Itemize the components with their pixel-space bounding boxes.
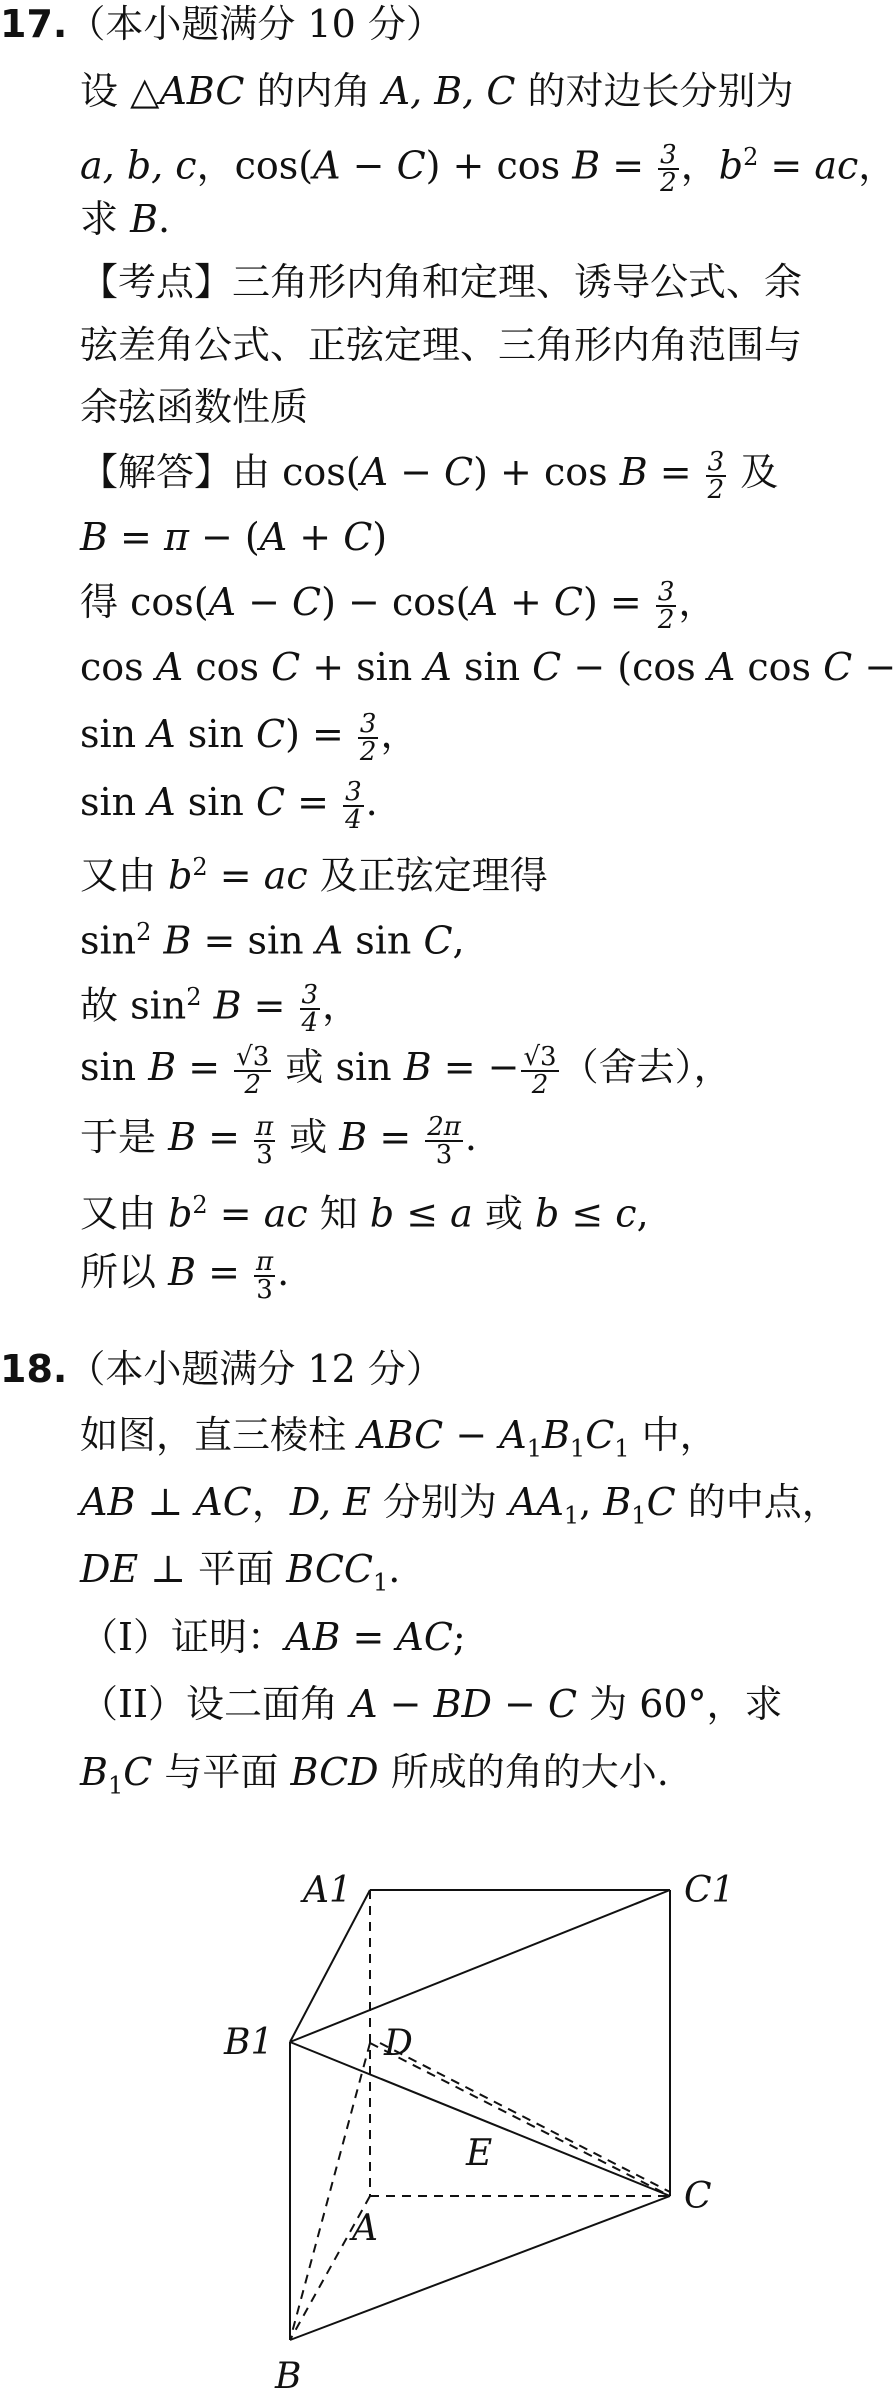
label-E: E (466, 2133, 493, 2174)
problem-17-line-1: 设 △ABC 的内角 A, B, C 的对边长分别为 (80, 69, 794, 113)
problem-17-line-11: sin A sin C) = $\frac{3}{2}$ ， (80, 708, 419, 767)
problem-18-line-5: （II）设二面角 A − BD − C 为 60°，求 (80, 1682, 783, 1726)
problem-17-line-17: 于是 B = $\frac{\pi}{3}$ 或 B = $\frac{2\pi}{3}$ . (80, 1111, 477, 1170)
edge-BC (290, 2196, 670, 2340)
hidden-segment-DB (290, 2043, 370, 2340)
problem-17-line-9: 得 cos(A − C) − cos(A + C) = $\frac{3}{2}$ ， (80, 576, 717, 635)
label-A1: A1 (303, 1870, 352, 1911)
label-C: C (684, 2176, 712, 2217)
problem-number: 18. (0, 1347, 68, 1391)
problem-17-line-10: cos A cos C + sin A sin C − (cos A cos C − (80, 645, 896, 689)
label-D: D (384, 2023, 413, 2064)
problem-17-line-15: 故 $\sin^2 B$ = $\frac{3}{4}$ ， (80, 980, 361, 1039)
problem-17-line-16: sin B = $\frac{√3}{2}$ 或 sin B = − $\frac{√3}{2}$ （舍去）， (80, 1041, 732, 1100)
problem-score-note: （本小题满分 12 分） (67, 1347, 444, 1391)
problem-score-note: （本小题满分 10 分） (67, 2, 444, 46)
problem-17-line-12: sin A sin C = $\frac{3}{4}$ . (80, 776, 378, 835)
problem-17-line-19: 所以 B = $\frac{\pi}{3}$ . (80, 1246, 290, 1305)
label-A: A (352, 2208, 378, 2249)
problem-17-line-13: 又由 $b^2$ = ac 及正弦定理得 (80, 853, 548, 898)
problem-17-line-18: 又由 $b^2$ = ac 知 b ≤ a 或 b ≤ c, (80, 1191, 649, 1236)
problem-17-line-7: 【解答】由 cos(A − C) + cos B = $\frac{3}{2}$ 及 (80, 446, 779, 505)
label-B1: B1 (224, 2022, 274, 2063)
problem-17-line-8: B = π − (A + C) (80, 515, 388, 559)
problem-18-line-3: DE ⊥ 平面 $BCC_1$. (80, 1547, 401, 1597)
problem-17-line-2: a, b, c，cos(A − C) + cos B = $\frac{3}{2}$ ，$b^2$ = ac， (80, 140, 896, 199)
problem-18-line-6: $B_1C$ 与平面 BCD 所成的角的大小. (80, 1750, 669, 1800)
hidden-segment-DE (380, 2043, 670, 2192)
problem-17-line-3: 求 B. (80, 197, 171, 241)
problem-17-line-4: 【考点】三角形内角和定理、诱导公式、余 (80, 260, 803, 304)
problem-17-line-14: $\sin^2 B = \sin A$ sin C, (80, 918, 465, 963)
problem-17-line-6: 余弦函数性质 (80, 385, 309, 429)
problem-18-line-1: 如图，直三棱柱 ABC − $A_1B_1C_1$ 中， (80, 1413, 718, 1463)
problem-18-line-2: AB ⊥ AC，D, E 分别为 $AA_1$, $B_1C$ 的中点， (80, 1480, 840, 1530)
problem-number: 17. (0, 2, 68, 46)
label-B: B (275, 2356, 302, 2392)
edge-B1C1 (290, 1890, 670, 2042)
label-C1: C1 (684, 1870, 735, 1911)
problem-18-line-4: （I）证明：AB = AC; (80, 1615, 466, 1659)
edge-A1B1 (290, 1890, 370, 2042)
problem-17-line-5: 弦差角公式、正弦定理、三角形内角范围与 (80, 323, 803, 367)
hidden-segment-DC (370, 2043, 670, 2196)
